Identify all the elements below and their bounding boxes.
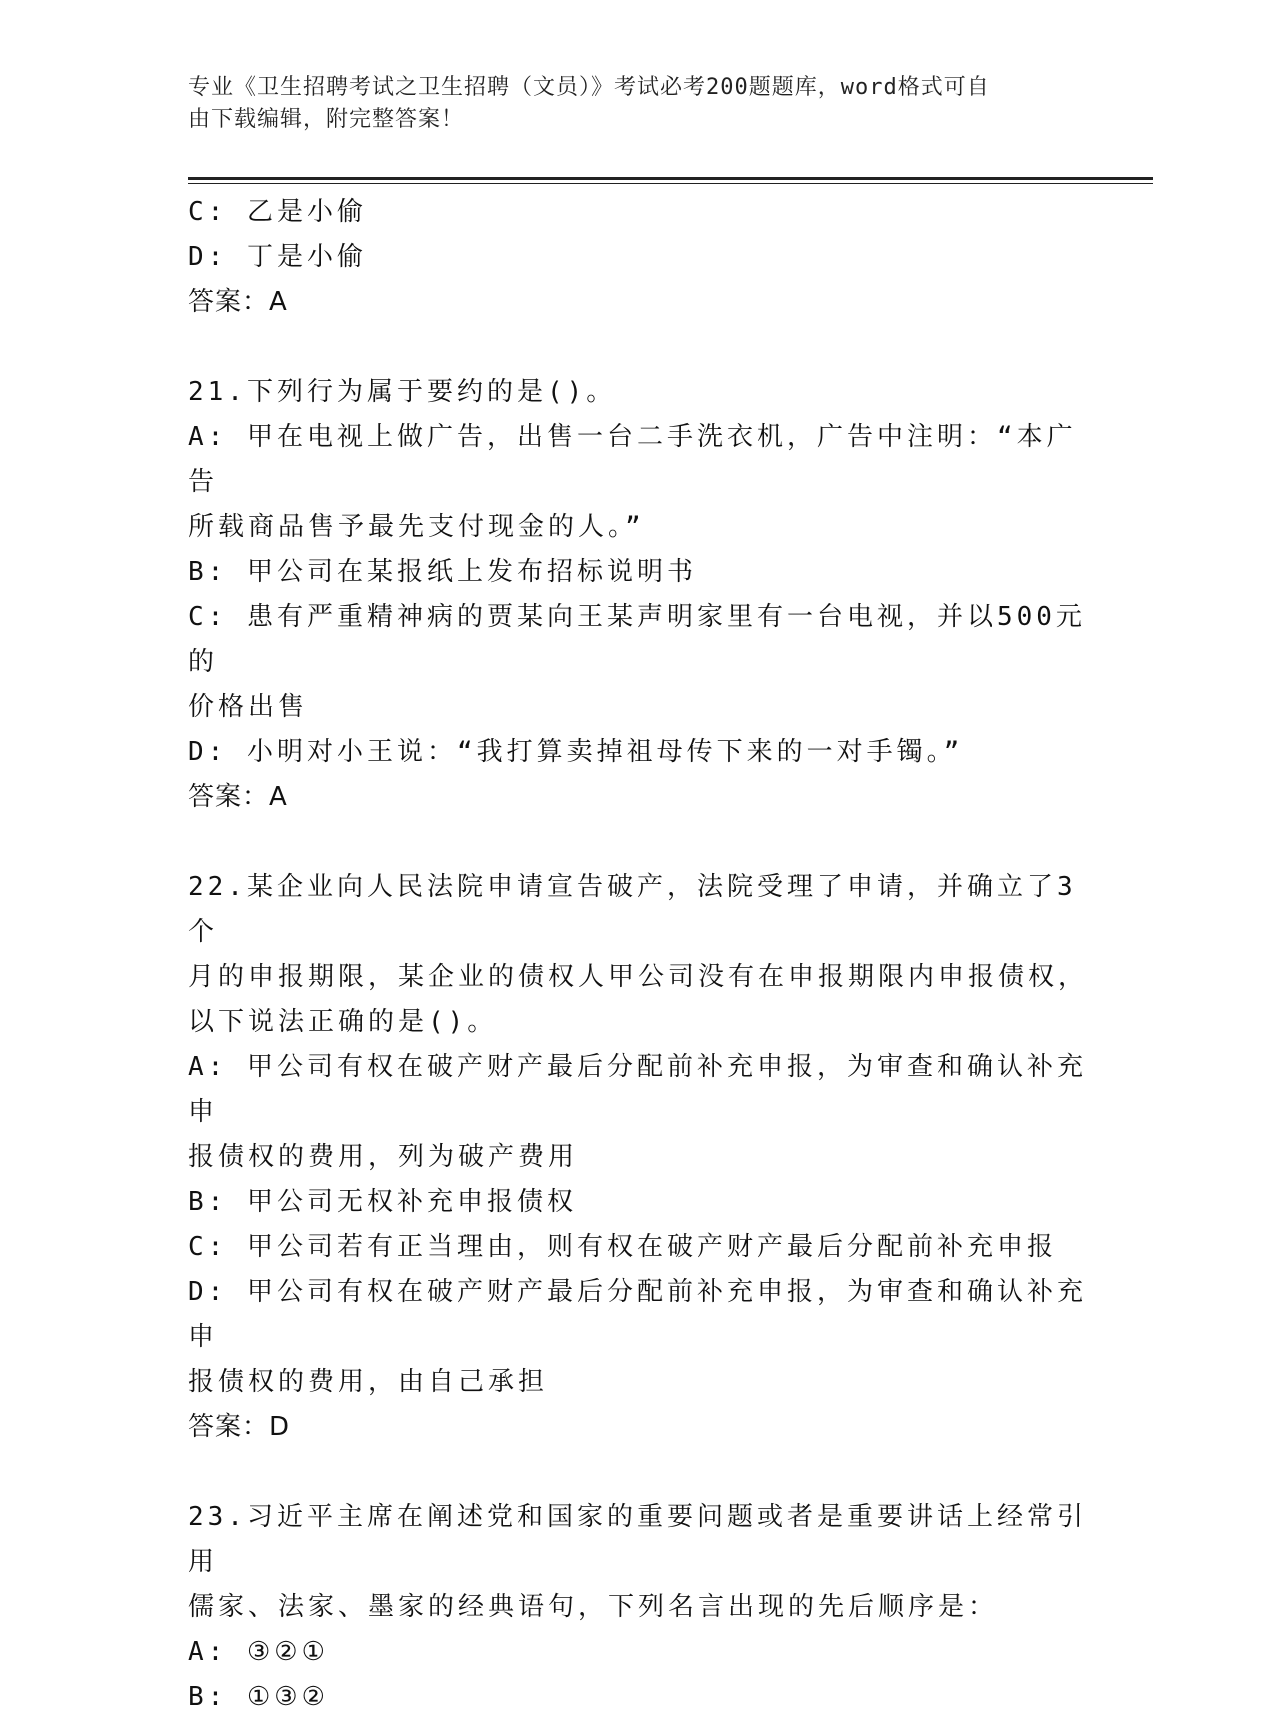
answer-line: 答案：A	[188, 782, 288, 812]
question-spacer	[188, 1450, 1088, 1495]
option-b: B: 甲公司无权补充申报债权	[188, 1187, 577, 1217]
question-spacer	[188, 820, 1088, 865]
document-body	[188, 190, 1088, 1720]
option-d-line-2: 报债权的费用，由自己承担	[188, 1367, 549, 1397]
option-b: B: ①③②	[188, 1682, 329, 1712]
document-header	[188, 72, 1068, 136]
question-23-block	[188, 1495, 1088, 1720]
option-b: B: 甲公司在某报纸上发布招标说明书	[188, 557, 697, 587]
header-line-2: 由下载编辑，附完整答案！	[188, 107, 465, 132]
option-c: C: 乙是小偷	[188, 197, 367, 227]
option-d: D: 丁是小偷	[188, 242, 367, 272]
option-a-line-2: 报债权的费用，列为破产费用	[188, 1142, 579, 1172]
question-stem-line-1: 22.某企业向人民法院申请宣告破产，法院受理了申请，并确立了3个	[188, 872, 1077, 947]
option-c: C: 甲公司若有正当理由，则有权在破产财产最后分配前补充申报	[188, 1232, 1057, 1262]
question-stem-line-1: 23.习近平主席在阐述党和国家的重要问题或者是重要讲话上经常引用	[188, 1502, 1087, 1577]
question-stem-line-2: 儒家、法家、墨家的经典语句，下列名言出现的先后顺序是：	[188, 1592, 999, 1622]
question-stem-line-3: 以下说法正确的是()。	[188, 1007, 498, 1037]
option-d: D: 小明对小王说：“我打算卖掉祖母传下来的一对手镯。”	[188, 737, 964, 767]
answer-line: 答案：D	[188, 1412, 291, 1442]
header-line-1: 专业《卫生招聘考试之卫生招聘（文员）》考试必考200题题库，word格式可自	[188, 75, 990, 100]
question-stem-line-2: 月的申报期限，某企业的债权人甲公司没有在申报期限内申报债权，	[188, 962, 1089, 992]
question-stem: 21.下列行为属于要约的是()。	[188, 377, 617, 407]
option-a: A: ③②①	[188, 1637, 329, 1667]
option-a-line-1: A: 甲在电视上做广告，出售一台二手洗衣机，广告中注明：“本广告	[188, 422, 1077, 497]
question-22-block	[188, 865, 1088, 1450]
option-c-line-1: C: 患有严重精神病的贾某向王某声明家里有一台电视，并以500元的	[188, 602, 1086, 677]
question-21-block	[188, 370, 1088, 820]
option-d-line-1: D: 甲公司有权在破产财产最后分配前补充申报，为审查和确认补充申	[188, 1277, 1087, 1352]
option-c-line-2: 价格出售	[188, 692, 309, 722]
question-spacer	[188, 325, 1088, 370]
answer-line: 答案：A	[188, 287, 288, 317]
option-a-line-1: A: 甲公司有权在破产财产最后分配前补充申报，为审查和确认补充申	[188, 1052, 1087, 1127]
option-a-line-2: 所载商品售予最先支付现金的人。”	[188, 512, 645, 542]
question-20-block	[188, 190, 1088, 325]
header-divider-thick	[188, 177, 1153, 180]
header-divider-thin	[188, 183, 1153, 184]
